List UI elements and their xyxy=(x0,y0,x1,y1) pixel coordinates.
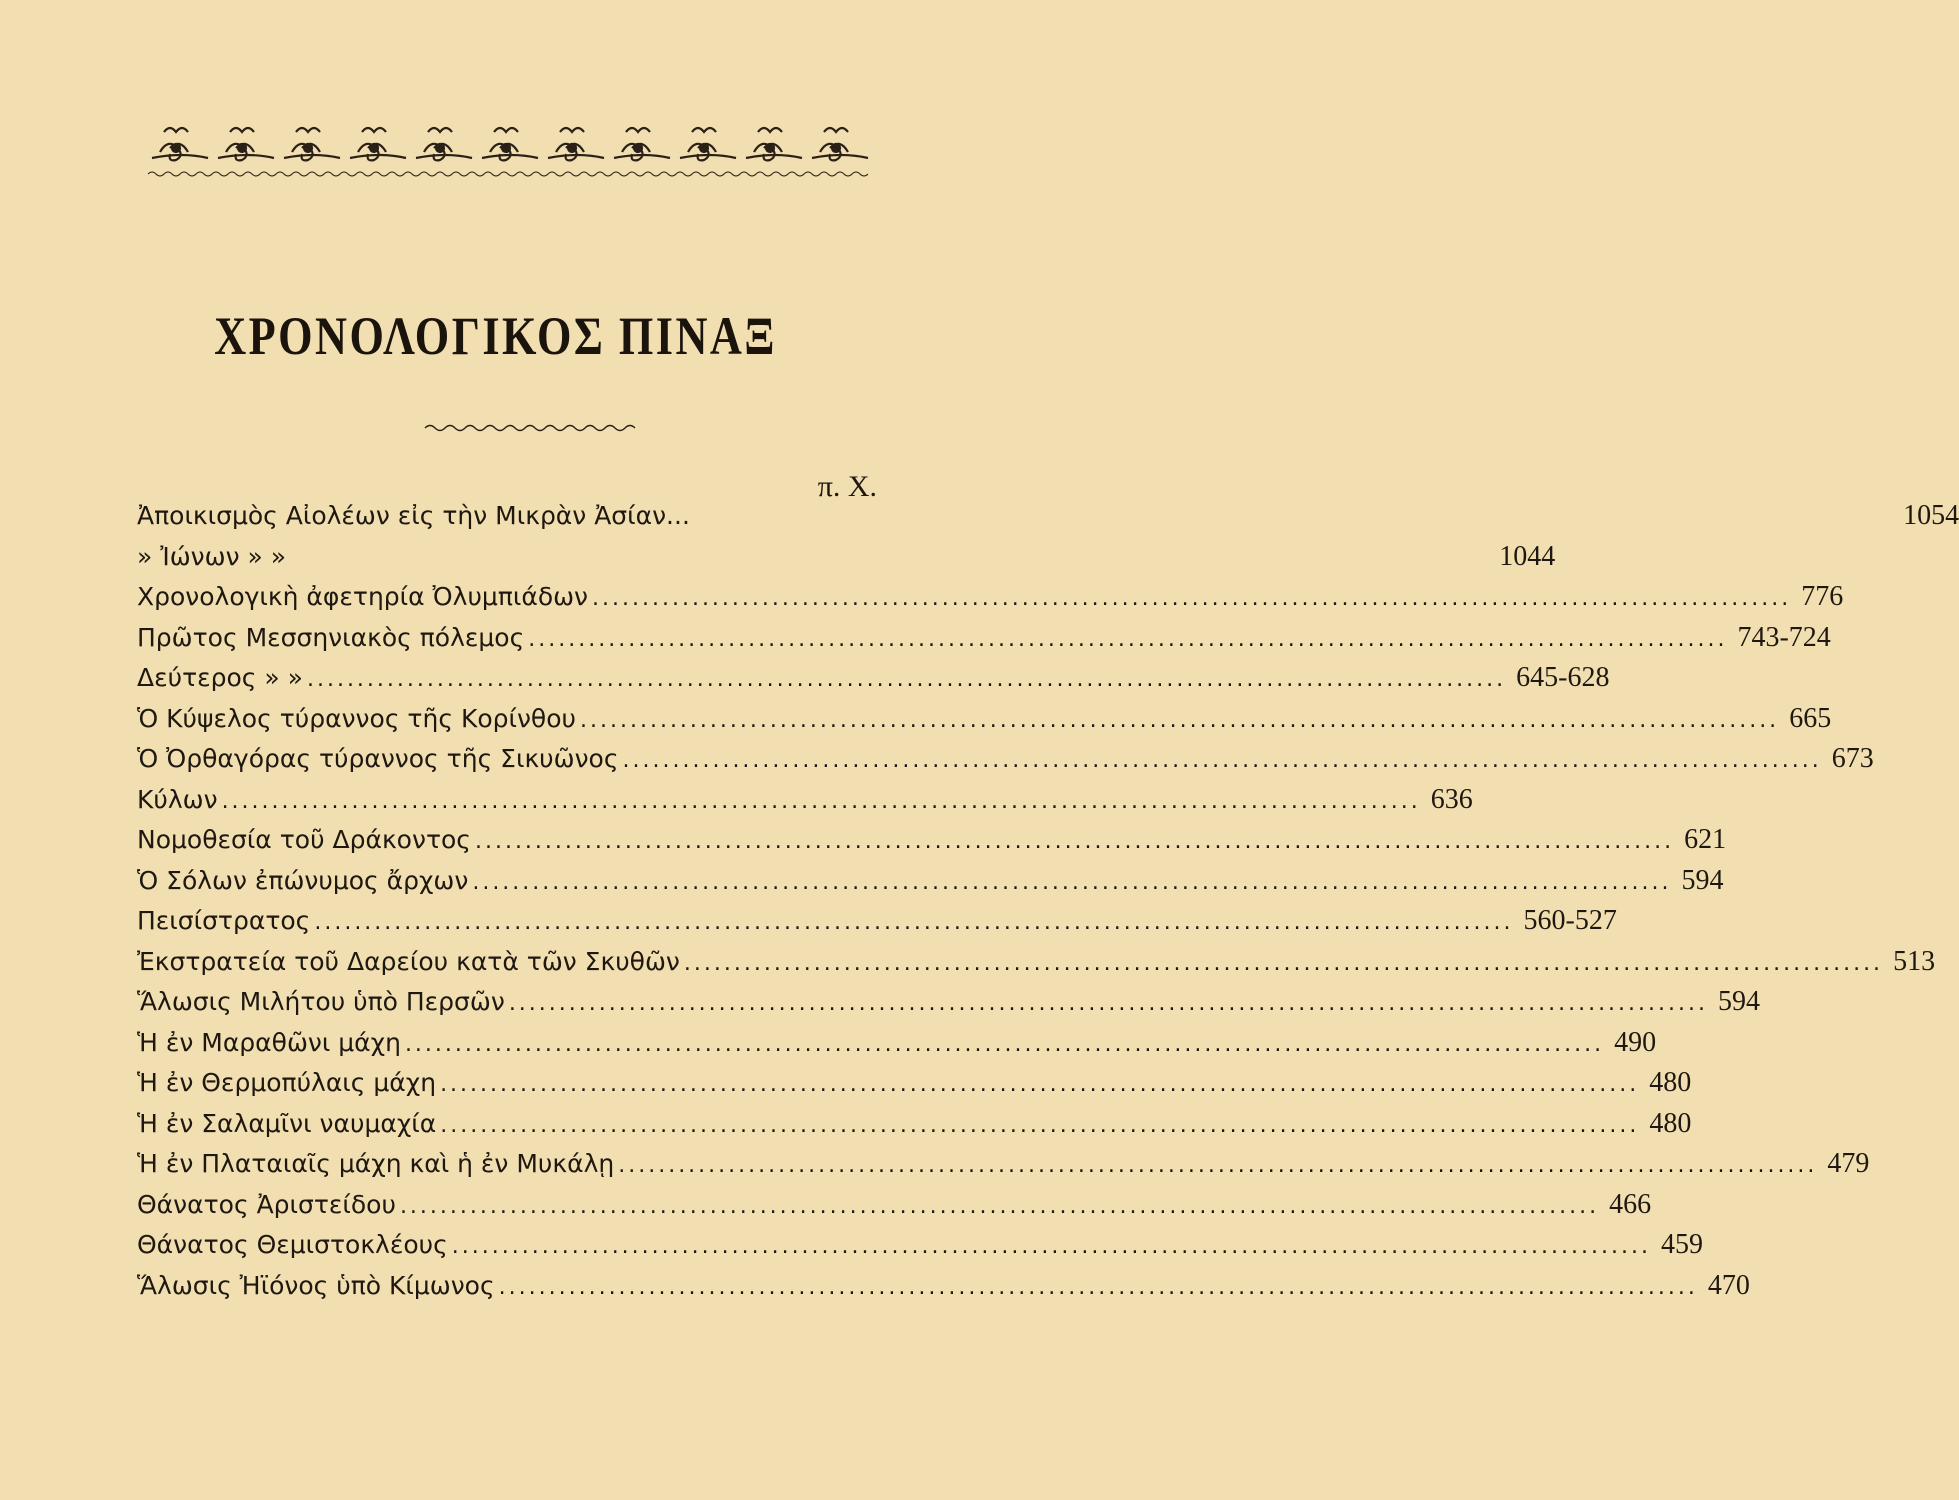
toc-entry xyxy=(137,1266,1750,1307)
dot-leader: ........................................................................................................................ xyxy=(580,707,1780,733)
toc-entry xyxy=(137,496,1959,537)
toc-entry-label: Ἡ ἐν Σαλαμῖνι ναυμαχία xyxy=(137,1108,437,1138)
dot-leader: ........................................................................................................................ xyxy=(622,748,1822,773)
toc-entry-label: Πεισίστρατος xyxy=(137,906,311,935)
toc-entry-label: Ἡ ἐν Μαραθῶνι μάχη xyxy=(137,1027,401,1057)
title-divider xyxy=(425,420,637,436)
toc-entry-year: 470 xyxy=(1707,1269,1750,1301)
toc-entry-year: 594 xyxy=(1718,986,1760,1017)
dot-leader: ........................................................................................................................ xyxy=(472,869,1672,895)
toc-entry-year: 645-628 xyxy=(1516,662,1610,693)
toc-entry-label: Χρονολογικὴ ἀφετηρία Ὀλυμπιάδων xyxy=(137,582,589,611)
toc-entry xyxy=(137,658,1610,699)
toc-entry-year: 636 xyxy=(1430,783,1473,815)
toc-entry-label: Θάνατος Θεμιστοκλέους xyxy=(137,1230,448,1259)
toc-entry xyxy=(137,1063,1692,1104)
toc-entry-year: 466 xyxy=(1609,1188,1652,1220)
dot-leader: ........................................................................................................................ xyxy=(498,1274,1698,1300)
toc-entry xyxy=(137,577,1844,618)
dot-leader: ........................................................................................................................ xyxy=(399,1193,1600,1219)
era-label: π. Χ. xyxy=(817,470,877,503)
toc-entry-label: Ὁ Κύψελος τύραννος τῆς Κορίνθου xyxy=(137,703,576,733)
toc-entry xyxy=(137,1185,1652,1226)
toc-entry xyxy=(137,537,1556,578)
toc-entry-year: 513 xyxy=(1893,945,1936,977)
dot-leader: ........................................................................................................................ xyxy=(451,1234,1651,1259)
toc-entry xyxy=(137,982,1760,1023)
toc-entry xyxy=(137,1104,1692,1145)
toc-entry-label: Ἐκστρατεία τοῦ Δαρείου κατὰ τῶν Σκυθῶν xyxy=(137,946,680,976)
dot-leader: ........................................................................................................................ xyxy=(221,788,1421,814)
toc-entry-year: 459 xyxy=(1660,1229,1703,1260)
toc-entry-year: 1044 xyxy=(1499,540,1556,572)
dot-leader: ........................................................................................................................ xyxy=(404,1031,1605,1057)
toc-entry-year: 1054 xyxy=(1903,500,1959,531)
toc-entry-label: Ὁ Ὀρθαγόρας τύραννος τῆς Σικυῶνος xyxy=(137,744,619,773)
toc-entry xyxy=(137,699,1832,740)
page-title: ΧΡΟΝΟΛΟΓΙΚΟΣ ΠΙΝΑΞ xyxy=(214,306,777,366)
dot-leader: ........................................................................................................................ xyxy=(508,991,1708,1016)
toc-entry-label: Δεύτερος » » xyxy=(137,663,303,692)
toc-entry-label: Ὁ Σόλων ἐπώνυμος ἄρχων xyxy=(137,865,469,895)
toc-entry-year: 621 xyxy=(1684,824,1727,855)
toc-entry-label: Ἡ ἐν Θερμοπύλαις μάχη xyxy=(137,1068,437,1097)
toc-entry-year: 560-527 xyxy=(1523,905,1617,936)
dot-leader: ........................................................................................................................ xyxy=(592,586,1792,611)
toc-entry-label: Πρῶτος Μεσσηνιακὸς πόλεμος xyxy=(137,622,525,652)
toc-entry-label: Ἅλωσις Ἠϊόνος ὑπὸ Κίμωνος xyxy=(137,1270,495,1300)
toc-entry-label: Θάνατος Ἀριστείδου xyxy=(137,1189,396,1219)
toc-list xyxy=(137,496,1959,1306)
toc-entry xyxy=(137,1144,1870,1185)
toc-entry-year: 480 xyxy=(1649,1067,1692,1098)
dot-leader: ........................................................................................................................ xyxy=(440,1072,1640,1097)
dot-leader: ........................................................................................................................ xyxy=(306,667,1507,692)
dot-leader: ........................................................................................................................ xyxy=(528,626,1728,652)
toc-entry-label: » Ἰώνων » » xyxy=(137,541,287,571)
toc-entry xyxy=(137,942,1936,983)
toc-entry-label: Ἡ ἐν Πλαταιαῖς μάχη καὶ ἡ ἐν Μυκάλῃ xyxy=(137,1149,615,1178)
toc-entry-label: Κύλων xyxy=(137,784,218,814)
dot-leader: ........................................................................................................................ xyxy=(474,829,1675,854)
toc-entry-label: Ἀποικισμὸς Αἰολέων εἰς τὴν Μικρὰν Ἀσίαν... xyxy=(137,501,690,530)
dot-leader: ........................................................................................................................ xyxy=(440,1112,1640,1138)
toc-entry-year: 479 xyxy=(1827,1148,1870,1179)
toc-entry xyxy=(137,1225,1703,1266)
toc-entry-year: 594 xyxy=(1681,864,1724,896)
dot-leader: ........................................................................................................................ xyxy=(683,950,1884,976)
toc-entry-label: Νομοθεσία τοῦ Δράκοντος xyxy=(137,825,471,854)
toc-entry-year: 490 xyxy=(1614,1026,1657,1058)
toc-entry xyxy=(137,861,1724,902)
toc-entry xyxy=(137,820,1727,861)
toc-entry-label: Ἅλωσις Μιλήτου ὑπὸ Περσῶν xyxy=(137,987,505,1016)
toc-entry xyxy=(137,739,1874,780)
header-ornament xyxy=(148,118,878,190)
toc-entry-year: 673 xyxy=(1831,743,1874,774)
toc-entry xyxy=(137,618,1831,659)
toc-entry xyxy=(137,780,1473,821)
toc-entry-year: 480 xyxy=(1649,1107,1692,1139)
toc-entry-year: 743-724 xyxy=(1737,621,1831,653)
toc-entry xyxy=(137,1023,1657,1064)
toc-entry-year: 665 xyxy=(1789,702,1832,734)
dot-leader: ........................................................................................................................ xyxy=(314,910,1514,935)
toc-entry xyxy=(137,901,1617,942)
toc-entry-year: 776 xyxy=(1801,581,1844,612)
dot-leader: ........................................................................................................................ xyxy=(618,1153,1818,1178)
